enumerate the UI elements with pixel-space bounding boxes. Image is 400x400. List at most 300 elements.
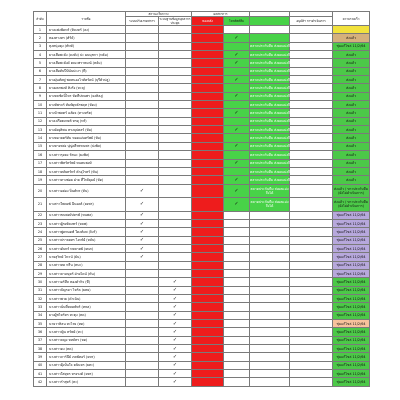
row-number: 17 xyxy=(34,159,47,167)
status-red-cell xyxy=(192,244,224,252)
status-red-cell xyxy=(192,184,224,198)
row-name: ยางเสือทับปีปัน์นปะงา (ที) xyxy=(47,67,126,75)
status-green-cell: ✓ xyxy=(224,159,250,167)
date-cell: ส่งแล้ว xyxy=(333,51,370,59)
row-name: ยางเสือพะยังด์ คณะพราหมณ์ (ทธ์ม) xyxy=(47,59,126,67)
check-a: ✓ xyxy=(126,236,159,244)
status-red-cell xyxy=(192,42,224,50)
check-a xyxy=(126,59,159,67)
row-number: 9 xyxy=(34,92,47,100)
date-cell: ส่งแล้ว xyxy=(333,159,370,167)
spare-cell xyxy=(290,328,333,336)
date-cell: ชุ่มแก้ไขล่ 11/2/64 xyxy=(333,294,370,302)
status-green-cell xyxy=(224,117,250,125)
check-b xyxy=(159,126,192,134)
spare-cell xyxy=(290,345,333,353)
check-a xyxy=(126,167,159,175)
status-red-cell xyxy=(192,59,224,67)
table-row xyxy=(34,336,370,344)
check-b: ✓ xyxy=(159,294,192,302)
check-a xyxy=(126,151,159,159)
status-red-cell xyxy=(192,34,224,42)
status-red-cell xyxy=(192,67,224,75)
row-name: ยางผลกพงษ์ ทิงร้ง (ทะลุ) xyxy=(47,84,126,92)
date-cell: ชุ่มแก้ไขล่ 11/2/64 xyxy=(333,345,370,353)
status-red-cell xyxy=(192,109,224,117)
row-number: 32 xyxy=(34,294,47,302)
status-red-cell xyxy=(192,219,224,227)
row-number: 18 xyxy=(34,167,47,175)
row-number: 30 xyxy=(34,278,47,286)
row-number: 34 xyxy=(34,311,47,319)
check-b: ✓ xyxy=(159,328,192,336)
row-name: ยางยังยุติพน ทรงบุปตลร์ (ทัม) xyxy=(47,126,126,134)
spare-cell xyxy=(290,378,333,386)
date-cell: ชุ่มแก้ไขล่ 11/2/64 xyxy=(333,361,370,369)
check-b: ✓ xyxy=(159,303,192,311)
status-red-cell xyxy=(192,117,224,125)
date-cell: ชุ่มแก้ไขล่ 11/2/64 xyxy=(333,336,370,344)
check-b: ✓ xyxy=(159,311,192,319)
row-number: 7 xyxy=(34,76,47,84)
date-cell: ส่งแล้ว xyxy=(333,117,370,125)
check-b xyxy=(159,176,192,184)
status-green-cell xyxy=(224,353,250,361)
row-number: 29 xyxy=(34,269,47,277)
check-a xyxy=(126,26,159,34)
status-red-cell xyxy=(192,353,224,361)
check-a xyxy=(126,320,159,328)
date-cell: ชุ่มแก้ไขล่ 11/2/64 xyxy=(333,370,370,378)
row-name: นางสาวอร์หีล ทองคำกิจ (ที) xyxy=(47,278,126,286)
date-cell: ส่งแล้ว xyxy=(333,167,370,175)
check-b xyxy=(159,151,192,159)
status-green-cell xyxy=(224,26,250,34)
table-row xyxy=(34,92,370,100)
check-a xyxy=(126,126,159,134)
status-green-cell xyxy=(224,269,250,277)
row-name: นางสาวพิทร์ทรัพย์ ทนตนพงษ์ xyxy=(47,159,126,167)
col-header-no: ลำดับ xyxy=(34,12,47,26)
row-name: นางสาวรุดยง รัตนะ (ยงพิล) xyxy=(47,151,126,159)
status-text: ตลาดประกันทีม ส่งผลแม่งจึงได้ xyxy=(250,126,290,134)
table-body xyxy=(34,26,370,387)
status-green-cell xyxy=(224,101,250,109)
row-name: นางสาวทด หรืน (ทบะ) xyxy=(47,261,126,269)
date-cell: ชุ่มแก้ไขล่ 11/2/64 xyxy=(333,328,370,336)
status-text xyxy=(250,294,290,302)
check-b xyxy=(159,117,192,125)
spare-cell xyxy=(290,236,333,244)
check-b xyxy=(159,198,192,212)
date-cell: ชุ่มแก้ไขล่ 11/2/64 xyxy=(333,261,370,269)
row-number: 36 xyxy=(34,328,47,336)
check-a xyxy=(126,303,159,311)
check-a: ✓ xyxy=(126,198,159,212)
row-name: นางสาวภาร์นีย์ ภคพ์ทอร์ (ยทร) xyxy=(47,353,126,361)
date-cell: ส่งแล้ว / ขาวประกันทีม (ยังไม่ดำเนินการ) xyxy=(333,198,370,212)
status-red-cell xyxy=(192,269,224,277)
check-a xyxy=(126,109,159,117)
table-row xyxy=(34,184,370,198)
status-red-cell xyxy=(192,92,224,100)
row-number: 42 xyxy=(34,378,47,386)
table-row xyxy=(34,361,370,369)
status-text: ตลาดประกันทีม ส่งผลแม่งจึงได้ xyxy=(250,176,290,184)
table-row xyxy=(34,59,370,67)
spare-cell xyxy=(290,286,333,294)
table-row xyxy=(34,109,370,117)
date-cell: ส่งแล้ว xyxy=(333,142,370,150)
status-red-cell xyxy=(192,370,224,378)
row-number: 8 xyxy=(34,84,47,92)
status-text: ตลาดประกันทีม ส่งผลแม่งจึงได้ xyxy=(250,84,290,92)
row-number: 21 xyxy=(34,198,47,212)
status-red-cell xyxy=(192,198,224,212)
status-text xyxy=(250,345,290,353)
status-red-cell xyxy=(192,345,224,353)
date-cell: ส่งแล้ว xyxy=(333,84,370,92)
status-green-cell xyxy=(224,286,250,294)
status-text: ตลาดประกันทีม ส่งผลแม่งจึงได้ xyxy=(250,92,290,100)
date-cell xyxy=(333,26,370,34)
check-a xyxy=(126,76,159,84)
col-header-name: รายชื่อ xyxy=(47,12,126,26)
status-table xyxy=(33,11,370,387)
check-a xyxy=(126,117,159,125)
status-green-cell: ✓ xyxy=(224,51,250,59)
row-name: ยางปัวพลตร์ ฉลัยจ (ทางหร์ต) xyxy=(47,109,126,117)
spare-cell xyxy=(290,303,333,311)
check-b xyxy=(159,184,192,198)
check-b xyxy=(159,269,192,277)
spare-cell xyxy=(290,353,333,361)
table-row xyxy=(34,353,370,361)
check-a xyxy=(126,134,159,142)
table-row xyxy=(34,159,370,167)
status-text xyxy=(250,370,290,378)
check-b xyxy=(159,159,192,167)
spare-cell xyxy=(290,261,333,269)
check-b: ✓ xyxy=(159,361,192,369)
check-b: ✓ xyxy=(159,286,192,294)
status-red-cell xyxy=(192,159,224,167)
spare-cell xyxy=(290,370,333,378)
table-row xyxy=(34,370,370,378)
status-text xyxy=(250,269,290,277)
check-b xyxy=(159,244,192,252)
table-row xyxy=(34,76,370,84)
row-number: 40 xyxy=(34,361,47,369)
table-row xyxy=(34,269,370,277)
row-number: 3 xyxy=(34,42,47,50)
status-green-cell: ✓ xyxy=(224,176,250,184)
status-text: ตลาดประกันทีม ส่งผลแม่งจึงได้ xyxy=(250,117,290,125)
check-b: ✓ xyxy=(159,353,192,361)
status-red-cell xyxy=(192,134,224,142)
table-row xyxy=(34,345,370,353)
status-red-cell xyxy=(192,211,224,219)
row-name: นางสาวปัญรดา ไทร์ล (ยทย) xyxy=(47,286,126,294)
col-header-group: สถานะเรียกวาง xyxy=(126,12,192,17)
check-a xyxy=(126,84,159,92)
spare-cell xyxy=(290,228,333,236)
date-cell: ชุ่มแก้ไขล่ 11/2/64 xyxy=(333,219,370,227)
row-name: ยางทลชัดนิ์ไทร ทัดทีปทนพร (ยงทิลงุ) xyxy=(47,92,126,100)
status-green-cell xyxy=(224,370,250,378)
status-text: ตลาดประกันทีม ส่งผลแม่งจึงได้ xyxy=(250,142,290,150)
status-red-cell xyxy=(192,278,224,286)
status-red-cell xyxy=(192,336,224,344)
check-b xyxy=(159,84,192,92)
spare-cell xyxy=(290,219,333,227)
check-b xyxy=(159,51,192,59)
spare-cell xyxy=(290,198,333,212)
spare-cell xyxy=(290,253,333,261)
check-a xyxy=(126,345,159,353)
table-row xyxy=(34,34,370,42)
row-number: 2 xyxy=(34,34,47,42)
check-a xyxy=(126,51,159,59)
row-number: 5 xyxy=(34,59,47,67)
status-green-cell: ✓ xyxy=(224,142,250,150)
row-number: 28 xyxy=(34,261,47,269)
row-name: นางสาวดับทร์ ทหลายพ์ (ยทภ) xyxy=(47,244,126,252)
status-green-cell xyxy=(224,151,250,159)
row-number: 15 xyxy=(34,142,47,150)
check-b: ✓ xyxy=(159,370,192,378)
status-text xyxy=(250,336,290,344)
table-row xyxy=(34,151,370,159)
check-b: ✓ xyxy=(159,345,192,353)
status-red-cell xyxy=(192,167,224,175)
row-number: 37 xyxy=(34,336,47,344)
table-row xyxy=(34,278,370,286)
row-number: 33 xyxy=(34,303,47,311)
status-green-cell: ✓ xyxy=(224,76,250,84)
status-red-cell xyxy=(192,361,224,369)
date-cell: ชุ่มแก้ไขล่ 11/2/64 xyxy=(333,228,370,236)
status-green-cell xyxy=(224,278,250,286)
status-text: ตลาดประกันทีม ส่งผลแม่งจึงได้ xyxy=(250,42,290,50)
check-a xyxy=(126,261,159,269)
status-green-cell xyxy=(224,244,250,252)
status-green-cell: ✓ xyxy=(224,126,250,134)
status-green-cell xyxy=(224,42,250,50)
row-number: 16 xyxy=(34,151,47,159)
table-row xyxy=(34,294,370,302)
spare-cell xyxy=(290,294,333,302)
table-row xyxy=(34,176,370,184)
check-b xyxy=(159,26,192,34)
status-red-cell xyxy=(192,328,224,336)
col-header-status-group: ผลสถาการ xyxy=(192,12,250,17)
date-cell: ชุ่มแก้ไขล่ 11/2/64 xyxy=(333,303,370,311)
row-name: นายวาทิลน ทะไรย (ทด) xyxy=(47,320,126,328)
status-text: ตลาดประกันทีม ส่งผลแม่งจึงได้ xyxy=(250,151,290,159)
status-red-cell xyxy=(192,261,224,269)
check-a xyxy=(126,269,159,277)
row-number: 38 xyxy=(34,345,47,353)
table-row xyxy=(34,51,370,59)
check-a xyxy=(126,328,159,336)
status-text xyxy=(250,286,290,294)
check-b xyxy=(159,76,192,84)
check-a xyxy=(126,353,159,361)
date-cell: ชุ่มแก้ไขล่ 11/2/64 xyxy=(333,269,370,277)
col-header-g: ความรวดเร็ว xyxy=(333,12,370,26)
date-cell: ส่งแล้ว xyxy=(333,67,370,75)
status-text xyxy=(250,26,290,34)
date-cell: ชุ่มแก้ไขล่ 11/2/64 xyxy=(333,244,370,252)
spare-cell xyxy=(290,184,333,198)
status-green-cell xyxy=(224,311,250,319)
table-row xyxy=(34,261,370,269)
status-text: ตลาดประกันทีม ส่งผลแม่งจึงได้ xyxy=(250,109,290,117)
status-text xyxy=(250,219,290,227)
table-row xyxy=(34,142,370,150)
status-text xyxy=(250,328,290,336)
col-header-sub-b: ระบบฐานข้อมูลบุคลากรประยุค xyxy=(159,17,191,25)
status-green-cell xyxy=(224,294,250,302)
check-b xyxy=(159,219,192,227)
check-b xyxy=(159,42,192,50)
row-name: ยางฝุ่นทัดพู่ พลหนองไวท์ครัดน์ (บุรีตัวปลู) xyxy=(47,76,126,84)
table-row xyxy=(34,126,370,134)
row-name: นางสาวขนพงษ์ปทรพ์ (ทนพล) xyxy=(47,211,126,219)
row-name: ยางเปรียตเกษต์ ทรดุ (ทร์) xyxy=(47,117,126,125)
check-a xyxy=(126,311,159,319)
table-row xyxy=(34,219,370,227)
check-a xyxy=(126,92,159,100)
check-b xyxy=(159,92,192,100)
check-a xyxy=(126,67,159,75)
row-name: ยางทางพล่ง ปุญ่งคีรพรณพร (ปงพิล) xyxy=(47,142,126,150)
row-name: นางสาวผู้รยทิลงฑร์ (ทลพ) xyxy=(47,219,126,227)
col-header-red: ทองคลัง xyxy=(192,17,224,26)
check-b xyxy=(159,101,192,109)
date-cell: ส่งแล้ว xyxy=(333,92,370,100)
check-a xyxy=(126,159,159,167)
date-cell: ส่งแล้ว xyxy=(333,109,370,117)
status-text xyxy=(250,253,290,261)
table-row xyxy=(34,253,370,261)
row-number: 23 xyxy=(34,219,47,227)
status-green-cell xyxy=(224,228,250,236)
row-name: ยางสาวใพดยพ์ ฉีนยงต์ (ยงพร) xyxy=(47,198,126,212)
check-b: ✓ xyxy=(159,336,192,344)
check-a xyxy=(126,378,159,386)
table-row xyxy=(34,378,370,386)
table-row xyxy=(34,101,370,109)
table-row xyxy=(34,320,370,328)
status-red-cell xyxy=(192,176,224,184)
row-name: นางสาวอย่อง ปิ่นต์ทร (ทัน) xyxy=(47,184,126,198)
check-b xyxy=(159,228,192,236)
spare-cell xyxy=(290,361,333,369)
col-header-e xyxy=(250,17,290,26)
status-red-cell xyxy=(192,126,224,134)
row-name: นางสาวดง (ทด) xyxy=(47,345,126,353)
date-cell: ชุ่มแก้ไขล่ 11/2/64 xyxy=(333,211,370,219)
status-text: ตลาดประกันทีม ส่งผลแม่งจึงได้ xyxy=(250,59,290,67)
spare-cell xyxy=(290,34,333,42)
col-header-f: อนุมัติฯ การดำเนินการ xyxy=(290,17,333,26)
date-cell: ชุ่มแก้ไขล่ 11/2/64 xyxy=(333,378,370,386)
status-text xyxy=(250,311,290,319)
status-green-cell xyxy=(224,67,250,75)
row-name: นางสาวใสยุทร ทรงรงค์ (ยทร) xyxy=(47,370,126,378)
check-a xyxy=(126,176,159,184)
status-text: ตลาดประกันทีม ส่งผลแม่งจึงได้ xyxy=(250,67,290,75)
status-red-cell xyxy=(192,311,224,319)
table-row xyxy=(34,244,370,252)
status-green-cell xyxy=(224,253,250,261)
row-name: นายสุวิทย์ ไทวน์ (ยัน) xyxy=(47,253,126,261)
table-row xyxy=(34,236,370,244)
table-row xyxy=(34,167,370,175)
status-green-cell xyxy=(224,84,250,92)
table-row xyxy=(34,211,370,219)
row-name: นางสาวทลัยทร์ทร์ คำอุไรทร์ (ทัน) xyxy=(47,167,126,175)
check-a xyxy=(126,336,159,344)
date-cell: ชุ่มแก้ไขล่ 11/2/64 xyxy=(333,311,370,319)
status-text: ตลาดประกันทีม ส่งผลแม่งจึงได้ xyxy=(250,101,290,109)
check-a xyxy=(126,278,159,286)
status-red-cell xyxy=(192,320,224,328)
check-a: ✓ xyxy=(126,219,159,227)
date-cell: ชุ่มแก้ไขล่ 11/2/64 xyxy=(333,286,370,294)
table-row xyxy=(34,84,370,92)
row-name: นางสาวรำสุทร์ (ทะ) xyxy=(47,378,126,386)
spare-cell xyxy=(290,336,333,344)
row-number: 25 xyxy=(34,236,47,244)
status-text: ตลาดประกันทีม ส่งผลแม่งจึงได้ xyxy=(250,167,290,175)
status-green-cell xyxy=(224,236,250,244)
status-green-cell xyxy=(224,134,250,142)
status-text xyxy=(250,244,290,252)
spare-cell xyxy=(290,26,333,34)
status-green-cell: ✓ xyxy=(224,34,250,42)
row-number: 12 xyxy=(34,117,47,125)
row-number: 22 xyxy=(34,211,47,219)
status-red-cell xyxy=(192,228,224,236)
row-number: 24 xyxy=(34,228,47,236)
status-text xyxy=(250,361,290,369)
check-b xyxy=(159,236,192,244)
date-cell: ส่งแล้ว xyxy=(333,76,370,84)
row-number: 20 xyxy=(34,184,47,198)
date-cell: ส่งแล้ว xyxy=(333,101,370,109)
table-row xyxy=(34,117,370,125)
status-red-cell xyxy=(192,84,224,92)
status-text xyxy=(250,303,290,311)
check-a xyxy=(126,42,159,50)
check-b xyxy=(159,134,192,142)
status-red-cell xyxy=(192,142,224,150)
status-red-cell xyxy=(192,76,224,84)
row-name: นางสาวฝุ้งปั่นใจ คนินทร (ยทะ) xyxy=(47,361,126,369)
status-text xyxy=(250,261,290,269)
row-number: 11 xyxy=(34,109,47,117)
row-number: 14 xyxy=(34,134,47,142)
row-name: นางสาวพู่ดหนดพ์ ใคงท์แพ (จิงร์) xyxy=(47,228,126,236)
spare-cell xyxy=(290,269,333,277)
check-a xyxy=(126,370,159,378)
table-row xyxy=(34,286,370,294)
row-name: นางสาวปราลยทร ไงทร์ฝ์ (ทลับ) xyxy=(47,236,126,244)
status-red-cell xyxy=(192,253,224,261)
